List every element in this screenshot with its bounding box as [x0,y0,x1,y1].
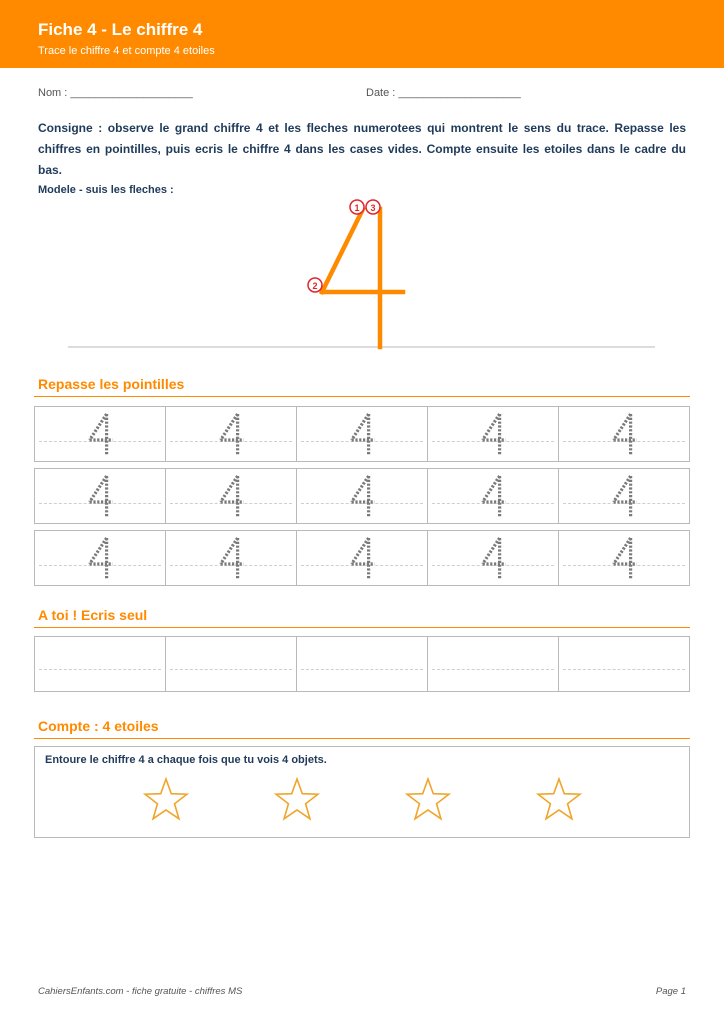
write-section-title: A toi ! Ecris seul [38,607,148,623]
write-cell[interactable] [559,637,689,691]
tracing-row [34,468,690,524]
tracing-cell[interactable] [428,407,559,461]
guide-line [170,669,292,670]
dotted-digit-4 [35,407,166,460]
star-outline-icon [273,777,321,825]
write-cell[interactable] [35,637,166,691]
dotted-digit-4 [166,407,297,460]
write-section-rule [34,627,690,628]
tracing-cell[interactable] [166,469,297,523]
dotted-digit-4 [297,531,428,584]
step-marker-3 [366,200,380,214]
tracing-cell[interactable] [35,469,166,523]
guide-line [39,669,161,670]
model-stroke-diagonal [322,209,363,292]
date-field[interactable]: Date : ____________________ [366,87,521,99]
step-marker-2 [308,278,322,292]
footer-site: CahiersEnfants.com - fiche gratuite - chiffres MS [38,986,243,997]
tracing-cell[interactable] [559,469,689,523]
star-outline-icon [404,777,452,825]
dotted-digit-4 [559,469,690,522]
count-box [34,746,690,838]
footer-page-number: Page 1 [655,986,686,997]
dotted-digit-4 [35,469,166,522]
tracing-cell[interactable] [35,407,166,461]
dotted-digit-4 [559,407,690,460]
write-cell[interactable] [297,637,428,691]
step-marker-1 [350,200,364,214]
tracing-section-rule [34,396,690,397]
tracing-section-title: Repasse les pointilles [38,376,185,392]
dotted-digit-4 [297,407,428,460]
count-section-rule [34,738,690,739]
star-outline-icon [535,777,583,825]
tracing-row [34,406,690,462]
guide-line [301,669,423,670]
tracing-cell[interactable] [297,407,428,461]
step-label-3: 3 [370,203,376,213]
star-outline-icon [142,777,190,825]
tracing-cell[interactable] [559,531,689,585]
model-digit-strokes [322,209,403,347]
tracing-cell[interactable] [559,407,689,461]
dotted-digit-4 [35,531,166,584]
model-label: Modele - suis les fleches : [38,184,174,196]
tracing-cell[interactable] [297,469,428,523]
step-label-2: 2 [312,281,318,291]
dotted-digit-4 [166,469,297,522]
guide-line [563,669,685,670]
dotted-digit-4 [297,469,428,522]
tracing-row [34,530,690,586]
count-instruction: Entoure le chiffre 4 a chaque fois que tu vois 4 objets. [45,754,327,766]
header-banner [0,0,724,68]
tracing-cell[interactable] [166,531,297,585]
tracing-cell[interactable] [428,469,559,523]
write-cell[interactable] [428,637,559,691]
dotted-digit-4 [559,531,690,584]
write-grid [34,636,690,692]
step-label-1: 1 [354,203,360,213]
dotted-digit-4 [428,407,559,460]
model-digit-diagram [0,190,724,355]
write-cell[interactable] [166,637,297,691]
dotted-digit-4 [166,531,297,584]
tracing-cell[interactable] [166,407,297,461]
count-section-title: Compte : 4 etoiles [38,718,159,734]
tracing-cell[interactable] [297,531,428,585]
instructions: Consigne : observe le grand chiffre 4 et les fleches numerotees qui montrent le sens du trace. Repasse les chiffres en pointilles, puis ecris le chiffre 4 dans les cases vides. Compte ensuite les etoiles dans le cadre du bas. [38,121,686,177]
dotted-digit-4 [428,531,559,584]
tracing-cell[interactable] [35,531,166,585]
name-field[interactable]: Nom : ____________________ [38,87,193,99]
dotted-digit-4 [428,469,559,522]
guide-line [432,669,554,670]
tracing-cell[interactable] [428,531,559,585]
page-subtitle: Trace le chiffre 4 et compte 4 etoiles [38,45,215,57]
page-title: Fiche 4 - Le chiffre 4 [38,20,203,39]
